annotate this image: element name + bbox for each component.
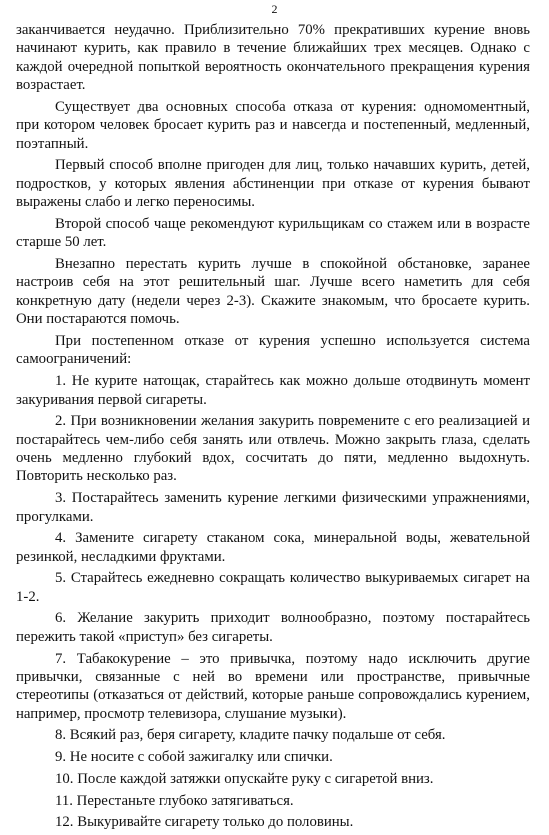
list-item-11: 11. Перестаньте глубоко затягиваться. (55, 792, 294, 809)
paragraph-sudden-quit: Внезапно перестать курить лучше в спокойной обстановке, заранее настроив себя на этот решительный шаг. Лучше всего наметить для себя конкретную дату (недели через 2-3). Скажите знакомым, что бросаете курить. Они постараются помочь. (16, 256, 530, 328)
list-item-9: 9. Не носите с собой зажигалку или спички. (55, 749, 333, 766)
list-item-10: 10. После каждой затяжки опускайте руку с сигаретой вниз. (55, 770, 434, 787)
paragraph-second-method: Второй способ чаще рекомендуют курильщикам со стажем или в возрасте старше 50 лет. (16, 215, 530, 251)
list-item-2: 2. При возникновении желания закурить повремените с его реализацией и постарайтесь чем-либо себя занять или отвлечь. Можно закрыть глаза, сделать очень медленно глубокий вдох, сосчитать до пяти, медленно выдохнуть. Повторить несколько раз. (16, 413, 530, 485)
list-item-4: 4. Замените сигарету стаканом сока, минеральной воды, жевательной резинкой, несладкими фруктами. (16, 530, 530, 565)
list-item-8: 8. Всякий раз, беря сигарету, кладите пачку подальше от себя. (55, 727, 446, 744)
list-item-12: 12. Выкуривайте сигарету только до половины. (55, 814, 354, 831)
paragraph-self-restriction-intro: При постепенном отказе от курения успешно используется система самоограничений: (16, 332, 530, 368)
list-item-7: 7. Табакокурение – это привычка, поэтому надо исключить другие привычки, связанные с ней во времени или пространстве, привычные стереотипы (отказаться от действий, которые раньше сопровождались курением, например, просмотр телевизора, слушание музыки). (16, 650, 530, 722)
document-body (16, 21, 530, 835)
paragraph-continuation: заканчивается неудачно. Приблизительно 70% прекративших курение вновь начинают курить, как правило в течение ближайших трех месяцев. Однако с каждой очередной попыткой вероятность окончательного прекращения курения возрастает. (16, 22, 530, 94)
paragraph-first-method: Первый способ вполне пригоден для лиц, только начавших курить, детей, подростков, у которых явления абстиненции при отказе от курения бывают выражены слабо и легко переносимы. (16, 157, 530, 211)
list-item-5: 5. Старайтесь ежедневно сокращать количество выкуриваемых сигарет на 1-2. (16, 570, 530, 605)
page-number: 2 (271, 2, 278, 16)
list-item-6: 6. Желание закурить приходит волнообразно, поэтому постарайтесь пережить такой «приступ» без сигареты. (16, 610, 530, 645)
list-item-3: 3. Постарайтесь заменить курение легкими физическими упражнениями, прогулками. (16, 490, 530, 525)
list-item-1: 1. Не курите натощак, старайтесь как можно дольше отодвинуть момент закуривания первой сигареты. (16, 373, 530, 408)
paragraph-methods: Существует два основных способа отказа от курения: одномоментный, при котором человек бросает курить раз и навсегда и постепенный, медленный, поэтапный. (16, 98, 530, 152)
